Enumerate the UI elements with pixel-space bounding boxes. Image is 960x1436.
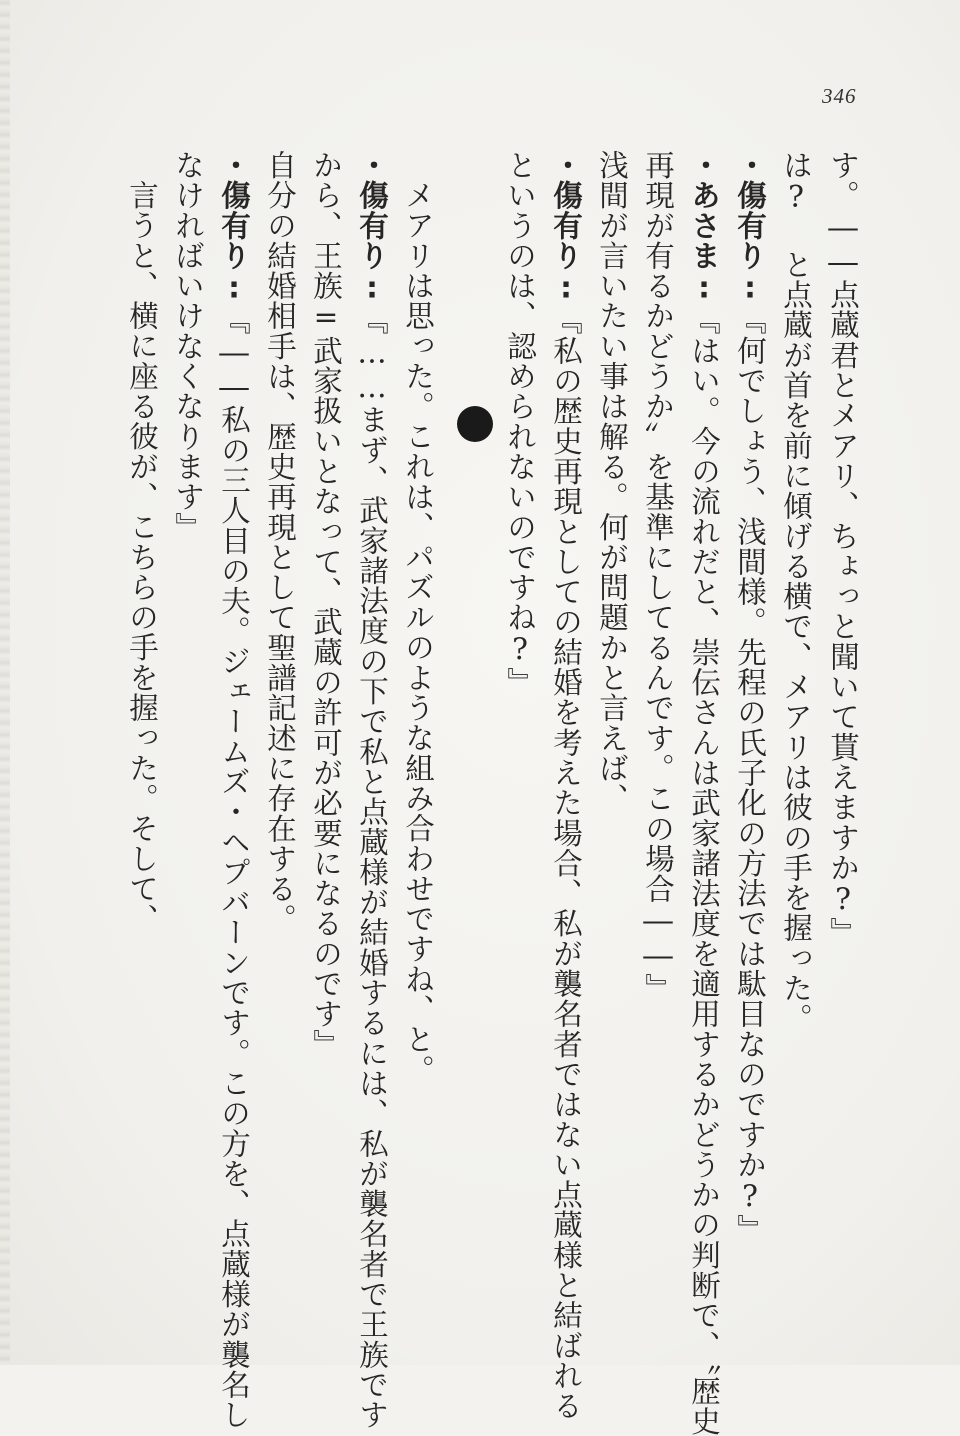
speaker-label: ・傷有り: (355, 150, 389, 306)
text-column (500, 150, 537, 698)
line-text: 『――私の三人目の夫。ジェームズ・ヘプバーンです。この方を、点蔵様が襲名し (217, 305, 251, 1430)
line-text: メアリは思った。これは、パズルのような組み合わせですね、と。 (401, 180, 435, 1085)
line-text: なければいけなくなります』 (171, 150, 205, 542)
line-text: は? と点蔵が首を前に傾げる横で、メアリは彼の手を握った。 (779, 150, 813, 1034)
text-column (638, 150, 675, 1004)
line-text: 再現が有るかどうか〟を基準にしてるんです。この場合――』 (641, 150, 675, 1004)
text-column (306, 150, 343, 1059)
line-text: 『……まず、武家諸法度の下で私と点蔵様が結婚するには、私が襲名者で王族です (355, 305, 389, 1430)
text-column (122, 180, 159, 934)
line-text: 『何でしょう、浅間様。先程の氏子化の方法では駄目なのですか?』 (733, 305, 767, 1245)
page-edge (0, 0, 10, 1365)
speaker-label: ・傷有り: (549, 150, 583, 306)
text-column (546, 150, 583, 1421)
line-text: 『はい。今の流れだと、崇伝さんは武家諸法度を適用するかどうかの判断で、〝歴史 (687, 305, 721, 1436)
text-column (684, 150, 721, 1436)
speaker-label: ・傷有り: (217, 150, 251, 306)
line-text: 浅間が言いたい事は解る。何が問題かと言えば、 (595, 150, 629, 814)
text-column (214, 150, 251, 1430)
text-column (260, 150, 297, 934)
line-text: す。――点蔵君とメアリ、ちょっと聞いて貰えますか?』 (826, 150, 860, 948)
line-text: 自分の結婚相手は、歴史再現として聖譜記述に存在する。 (263, 150, 297, 934)
line-text: というのは、認められないのですね?』 (503, 150, 537, 698)
text-column (352, 150, 389, 1430)
speaker-label: ・あさま: (687, 150, 721, 306)
text-column (398, 180, 435, 1085)
text-column (592, 150, 629, 814)
section-break-mark (457, 406, 493, 442)
text-column (823, 150, 860, 948)
line-text: 言うと、横に座る彼が、こちらの手を握った。そして、 (125, 180, 159, 934)
speaker-label: ・傷有り: (733, 150, 767, 306)
text-column (730, 150, 767, 1245)
page-number: 346 (822, 84, 857, 108)
text-column (168, 150, 205, 542)
line-text: 『私の歴史再現としての結婚を考えた場合、私が襲名者ではない点蔵様と結ばれる (549, 305, 583, 1421)
line-text: から、王族=武家扱いとなって、武蔵の許可が必要になるのです』 (309, 150, 343, 1059)
text-column (776, 150, 813, 1034)
